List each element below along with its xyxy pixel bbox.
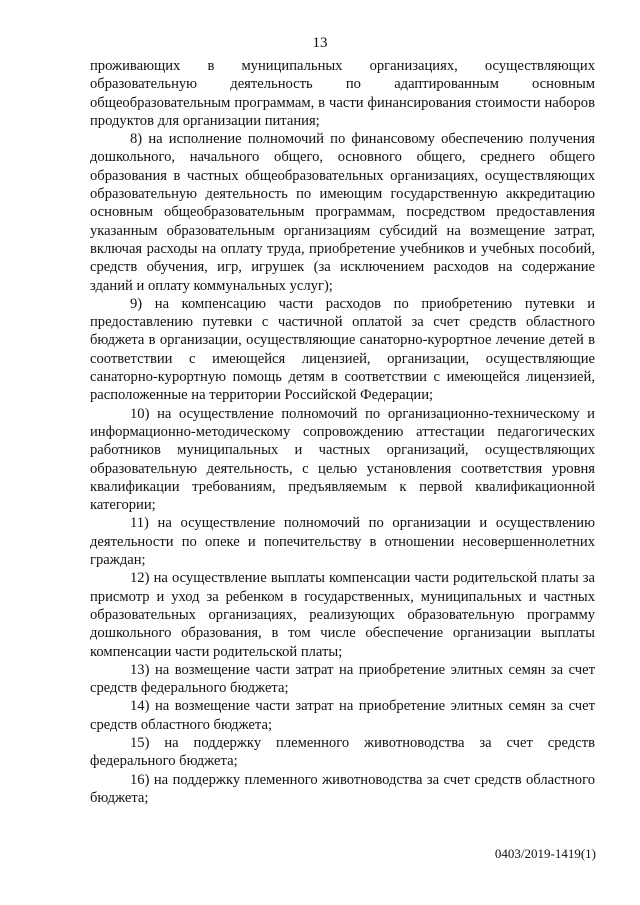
document-body [90, 57, 595, 807]
list-item-11: 11) на осуществление полномочий по организации и осуществлению деятельности по опеке и попечительству в отношении несовершеннолетних граждан; [90, 515, 595, 569]
list-item-13: 13) на возмещение части затрат на приобретение элитных семян за счет средств федерального бюджета; [90, 661, 595, 697]
list-item-16: 16) на поддержку племенного животноводства за счет средств областного бюджета; [90, 771, 595, 806]
paragraph-continuation: проживающих в муниципальных организациях, осуществляющих образовательную деятельность по адаптированным основным общеобразовательным программам, в части финансирования стоимости наборов продуктов для организации питания; [90, 58, 595, 129]
list-item-9: 9) на компенсацию части расходов по приобретению путевки и предоставлению путевки с частичной оплатой за счет средств областного бюджета в организации, осуществляющие санаторно-курортное лечение детей в соответствии с имеющейся лицензией, организации, осуществляющие санаторно-курортную помощь детям в соответствии с имеющейся лицензией, расположенные на территории Российской Федерации; [90, 295, 595, 404]
list-item-15: 15) на поддержку племенного животноводства за счет средств федерального бюджета; [90, 734, 595, 770]
list-item-12: 12) на осуществление выплаты компенсации части родительской платы за присмотр и уход за ребенком в государственных, муниципальных и частных образовательных организациях, реализующих образовательную программу дошкольного образования, в том числе обеспечение организации выплаты компенсации части родительской платы; [90, 570, 595, 660]
list-item-10: 10) на осуществление полномочий по организационно-техническому и информационно-методическому сопровождению аттестации педагогических работников муниципальных и частных организаций, осуществляющих образовательную деятельность, с целью установления соответствия уровня квалификации требованиям, предъявляемым к первой квалификационной категории; [90, 405, 595, 514]
list-item-14: 14) на возмещение части затрат на приобретение элитных семян за счет средств областного бюджета; [90, 698, 595, 733]
document-code: 0403/2019-1419(1) [494, 846, 596, 861]
page-number: 13 [312, 35, 328, 51]
list-item-8: 8) на исполнение полномочий по финансовому обеспечению получения дошкольного, начального общего, основного общего, среднего общего образования в частных общеобразовательных организациях, осуществляющих образовательную деятельность по имеющим государственную аккредитацию основным общеобразовательным программам, посредством предоставления указанным образовательным организациям субсидий на возмещение затрат, включая расходы на оплату труда, приобретение учебников и учебных пособий, средств обучения, игр, игрушек (за исключением расходов на содержание зданий и оплату коммунальных услуг); [90, 131, 595, 294]
